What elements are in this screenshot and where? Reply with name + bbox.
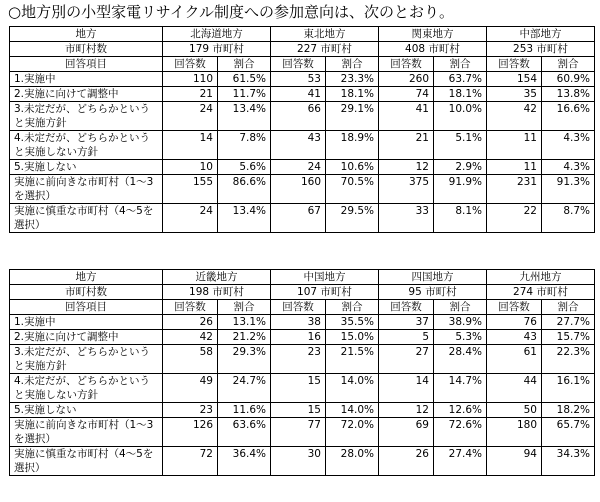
answer-count: 10 xyxy=(163,160,218,175)
answer-ratio: 34.3% xyxy=(542,447,595,476)
answer-ratio: 63.7% xyxy=(434,72,487,87)
answer-count: 24 xyxy=(271,160,326,175)
answer-ratio: 5.6% xyxy=(218,160,271,175)
table-row xyxy=(10,374,595,403)
answer-ratio: 36.4% xyxy=(218,447,271,476)
answers-header: 回答数 xyxy=(487,300,542,315)
answer-ratio: 11.6% xyxy=(218,403,271,418)
answer-ratio: 70.5% xyxy=(326,175,379,204)
answer-ratio: 29.3% xyxy=(218,345,271,374)
answer-count: 61 xyxy=(487,345,542,374)
answer-ratio: 16.1% xyxy=(542,374,595,403)
row-label: 2.実施に向けて調整中 xyxy=(10,87,163,102)
answer-count: 22 xyxy=(487,204,542,233)
municipality-count: 107 市町村 xyxy=(271,285,379,300)
count-row xyxy=(10,42,595,57)
ratio-header: 割合 xyxy=(434,300,487,315)
answer-count: 24 xyxy=(163,102,218,131)
answer-count: 15 xyxy=(271,403,326,418)
answer-count: 5 xyxy=(379,330,434,345)
answer-ratio: 86.6% xyxy=(218,175,271,204)
answer-ratio: 16.6% xyxy=(542,102,595,131)
row-label: 4.未定だが、どちらかというと実施しない方針 xyxy=(10,374,163,403)
item-header: 回答項目 xyxy=(10,57,163,72)
row-label: 1.実施中 xyxy=(10,315,163,330)
answer-ratio: 4.3% xyxy=(542,131,595,160)
answer-count: 154 xyxy=(487,72,542,87)
answer-count: 30 xyxy=(271,447,326,476)
municipality-count-label: 市町村数 xyxy=(10,42,163,57)
answer-ratio: 21.5% xyxy=(326,345,379,374)
answer-ratio: 27.4% xyxy=(434,447,487,476)
ratio-header: 割合 xyxy=(218,300,271,315)
answer-count: 37 xyxy=(379,315,434,330)
answer-ratio: 61.5% xyxy=(218,72,271,87)
answer-count: 33 xyxy=(379,204,434,233)
answer-count: 44 xyxy=(487,374,542,403)
municipality-count: 198 市町村 xyxy=(163,285,271,300)
row-label: 4.未定だが、どちらかというと実施しない方針 xyxy=(10,131,163,160)
region-name: 中部地方 xyxy=(487,27,595,42)
answer-ratio: 29.5% xyxy=(326,204,379,233)
region-table-1 xyxy=(9,26,595,233)
count-row xyxy=(10,285,595,300)
table-row xyxy=(10,403,595,418)
answer-count: 38 xyxy=(271,315,326,330)
answer-count: 110 xyxy=(163,72,218,87)
answer-count: 21 xyxy=(163,87,218,102)
answer-count: 21 xyxy=(379,131,434,160)
answer-ratio: 2.9% xyxy=(434,160,487,175)
answer-count: 43 xyxy=(271,131,326,160)
answer-ratio: 18.2% xyxy=(542,403,595,418)
region-name: 中国地方 xyxy=(271,270,379,285)
answer-count: 15 xyxy=(271,374,326,403)
answer-ratio: 14.0% xyxy=(326,374,379,403)
answer-ratio: 15.7% xyxy=(542,330,595,345)
table-row xyxy=(10,160,595,175)
table-row xyxy=(10,315,595,330)
answers-header: 回答数 xyxy=(487,57,542,72)
page-title: ○地方別の小型家電リサイクル制度への参加意向は、次のとおり。 xyxy=(8,3,454,21)
answer-ratio: 65.7% xyxy=(542,418,595,447)
answers-header: 回答数 xyxy=(163,57,218,72)
ratio-header: 割合 xyxy=(326,57,379,72)
region-name: 関東地方 xyxy=(379,27,487,42)
answer-count: 67 xyxy=(271,204,326,233)
answer-count: 16 xyxy=(271,330,326,345)
answer-ratio: 18.9% xyxy=(326,131,379,160)
region-table-2 xyxy=(9,269,595,476)
municipality-count: 253 市町村 xyxy=(487,42,595,57)
answer-count: 260 xyxy=(379,72,434,87)
region-header-label: 地方 xyxy=(10,270,163,285)
table-row xyxy=(10,330,595,345)
table-row xyxy=(10,87,595,102)
answer-ratio: 12.6% xyxy=(434,403,487,418)
row-label: 3.未定だが、どちらかというと実施方針 xyxy=(10,102,163,131)
answer-ratio: 18.1% xyxy=(434,87,487,102)
answer-count: 231 xyxy=(487,175,542,204)
answer-ratio: 4.3% xyxy=(542,160,595,175)
answer-ratio: 8.7% xyxy=(542,204,595,233)
answer-ratio: 11.7% xyxy=(218,87,271,102)
answer-ratio: 29.1% xyxy=(326,102,379,131)
answer-ratio: 28.4% xyxy=(434,345,487,374)
answer-ratio: 13.4% xyxy=(218,102,271,131)
answer-count: 35 xyxy=(487,87,542,102)
row-label: 5.実施しない xyxy=(10,160,163,175)
answer-ratio: 24.7% xyxy=(218,374,271,403)
answer-ratio: 5.1% xyxy=(434,131,487,160)
column-header-row xyxy=(10,57,595,72)
table-row xyxy=(10,418,595,447)
answers-header: 回答数 xyxy=(271,300,326,315)
column-header-row xyxy=(10,300,595,315)
answer-count: 23 xyxy=(271,345,326,374)
answer-count: 76 xyxy=(487,315,542,330)
municipality-count: 227 市町村 xyxy=(271,42,379,57)
answer-ratio: 13.4% xyxy=(218,204,271,233)
answer-count: 126 xyxy=(163,418,218,447)
answer-count: 72 xyxy=(163,447,218,476)
row-label: 3.未定だが、どちらかというと実施方針 xyxy=(10,345,163,374)
answer-ratio: 14.0% xyxy=(326,403,379,418)
answer-count: 180 xyxy=(487,418,542,447)
answer-count: 11 xyxy=(487,131,542,160)
region-name: 東北地方 xyxy=(271,27,379,42)
answer-ratio: 63.6% xyxy=(218,418,271,447)
answer-ratio: 13.8% xyxy=(542,87,595,102)
answer-count: 77 xyxy=(271,418,326,447)
header-row xyxy=(10,270,595,285)
answers-header: 回答数 xyxy=(163,300,218,315)
answer-count: 42 xyxy=(163,330,218,345)
answer-ratio: 60.9% xyxy=(542,72,595,87)
answer-count: 43 xyxy=(487,330,542,345)
header-row xyxy=(10,27,595,42)
table-row xyxy=(10,72,595,87)
answer-ratio: 91.9% xyxy=(434,175,487,204)
answer-count: 24 xyxy=(163,204,218,233)
table-row xyxy=(10,175,595,204)
table-row xyxy=(10,447,595,476)
answer-ratio: 38.9% xyxy=(434,315,487,330)
region-header-label: 地方 xyxy=(10,27,163,42)
answer-count: 26 xyxy=(163,315,218,330)
answer-count: 155 xyxy=(163,175,218,204)
answer-count: 375 xyxy=(379,175,434,204)
municipality-count-label: 市町村数 xyxy=(10,285,163,300)
answer-count: 58 xyxy=(163,345,218,374)
answer-ratio: 14.7% xyxy=(434,374,487,403)
answer-ratio: 8.1% xyxy=(434,204,487,233)
municipality-count: 408 市町村 xyxy=(379,42,487,57)
answer-count: 69 xyxy=(379,418,434,447)
answer-count: 26 xyxy=(379,447,434,476)
answer-count: 14 xyxy=(163,131,218,160)
answer-ratio: 22.3% xyxy=(542,345,595,374)
answer-ratio: 72.6% xyxy=(434,418,487,447)
row-label: 実施に慎重な市町村（4～5を選択） xyxy=(10,204,163,233)
answer-ratio: 28.0% xyxy=(326,447,379,476)
table-row xyxy=(10,345,595,374)
answer-count: 53 xyxy=(271,72,326,87)
answers-header: 回答数 xyxy=(379,300,434,315)
item-header: 回答項目 xyxy=(10,300,163,315)
answer-ratio: 23.3% xyxy=(326,72,379,87)
answer-ratio: 91.3% xyxy=(542,175,595,204)
municipality-count: 274 市町村 xyxy=(487,285,595,300)
answer-count: 14 xyxy=(379,374,434,403)
row-label: 実施に前向きな市町村（1～3を選択） xyxy=(10,418,163,447)
answer-count: 94 xyxy=(487,447,542,476)
municipality-count: 95 市町村 xyxy=(379,285,487,300)
row-label: 1.実施中 xyxy=(10,72,163,87)
answer-ratio: 21.2% xyxy=(218,330,271,345)
answer-count: 50 xyxy=(487,403,542,418)
table-row xyxy=(10,204,595,233)
answer-count: 49 xyxy=(163,374,218,403)
region-name: 北海道地方 xyxy=(163,27,271,42)
ratio-header: 割合 xyxy=(434,57,487,72)
row-label: 実施に慎重な市町村（4～5を選択） xyxy=(10,447,163,476)
answer-count: 42 xyxy=(487,102,542,131)
region-name: 四国地方 xyxy=(379,270,487,285)
row-label: 5.実施しない xyxy=(10,403,163,418)
answer-count: 27 xyxy=(379,345,434,374)
answer-count: 66 xyxy=(271,102,326,131)
ratio-header: 割合 xyxy=(326,300,379,315)
answer-count: 12 xyxy=(379,403,434,418)
answer-ratio: 15.0% xyxy=(326,330,379,345)
table-row xyxy=(10,131,595,160)
ratio-header: 割合 xyxy=(542,57,595,72)
answer-ratio: 10.0% xyxy=(434,102,487,131)
region-name: 近畿地方 xyxy=(163,270,271,285)
answer-ratio: 72.0% xyxy=(326,418,379,447)
answers-header: 回答数 xyxy=(271,57,326,72)
table-row xyxy=(10,102,595,131)
answer-ratio: 7.8% xyxy=(218,131,271,160)
answer-count: 74 xyxy=(379,87,434,102)
region-name: 九州地方 xyxy=(487,270,595,285)
municipality-count: 179 市町村 xyxy=(163,42,271,57)
answer-count: 160 xyxy=(271,175,326,204)
answer-count: 11 xyxy=(487,160,542,175)
answer-count: 12 xyxy=(379,160,434,175)
answer-ratio: 13.1% xyxy=(218,315,271,330)
answers-header: 回答数 xyxy=(379,57,434,72)
answer-count: 23 xyxy=(163,403,218,418)
answer-ratio: 35.5% xyxy=(326,315,379,330)
answer-count: 41 xyxy=(379,102,434,131)
answer-ratio: 5.3% xyxy=(434,330,487,345)
answer-ratio: 10.6% xyxy=(326,160,379,175)
row-label: 2.実施に向けて調整中 xyxy=(10,330,163,345)
answer-ratio: 27.7% xyxy=(542,315,595,330)
ratio-header: 割合 xyxy=(542,300,595,315)
answer-ratio: 18.1% xyxy=(326,87,379,102)
row-label: 実施に前向きな市町村（1～3を選択） xyxy=(10,175,163,204)
ratio-header: 割合 xyxy=(218,57,271,72)
answer-count: 41 xyxy=(271,87,326,102)
